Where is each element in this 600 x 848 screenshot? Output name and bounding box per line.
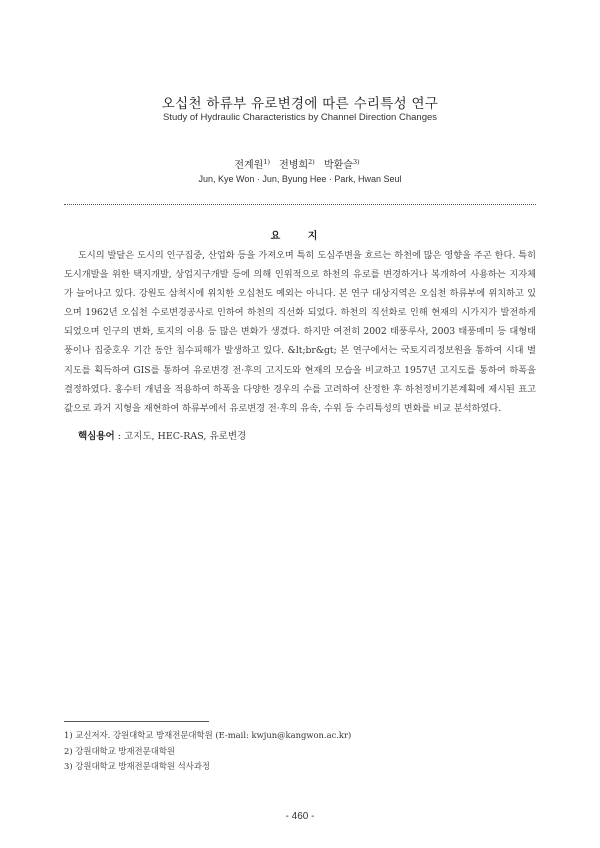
author-name: 전계원 [234, 160, 264, 171]
abstract-heading: 요 지 [270, 231, 330, 242]
author-affiliation-mark: 3) [353, 157, 360, 166]
footnote: 1) 교신저자. 강원대학교 방재전문대학원 (E-mail: kwjun@kangwon.ac.kr) [64, 730, 352, 740]
author-affiliation-mark: 1) [263, 157, 270, 166]
section-divider [64, 204, 536, 205]
footnote-list [64, 728, 536, 775]
author-name: 박환슬 [324, 160, 353, 171]
paper-title-korean: 오십천 하류부 유로변경에 따른 수리특성 연구 [161, 96, 439, 112]
keywords-separator: : [114, 431, 124, 442]
author-list-english: Jun, Kye Won · Jun, Byung Hee · Park, Hwan Seul [198, 174, 402, 184]
paper-title-english: Study of Hydraulic Characteristics by Channel Direction Changes [162, 112, 438, 123]
abstract-body: 도시의 발달은 도시의 인구집중, 산업화 등을 가져오며 특히 도심주변을 흐르는 하천에 많은 영향을 주곤 한다. 특히 도시개발을 위한 택지개발, 상업지구개발 등에 의해 인위적으로 하천의 유로를 변경하거나 복개하여 사용하는 지자체가 늘어나고 있다. 강원도 삼척시에 위치한 오십천도 예외는 아니다. 본 연구 대상지역은 오십천 하류부에 위치하고 있으며 1962년 오십천 수로변경공사로 인하여 하천의 직선화 되었다. 하천의 직선화로 인해 현재의 시가지가 발전하게 되었으며 인구의 변화, 토지의 이용 등 많은 변화가 생겼다. 하지만 여전히 2002 태풍루사, 2003 태풍매미 등 대형태풍이나 집중호우 기간 동안 침수피해가 발생하고 있다. &lt;br&gt; 본 연구에서는 국토지리정보원을 통하여 시대 별 지도를 획득하여 GIS를 통하여 유로변경 전·후의 고지도와 현재의 모습을 비교하고 1957년 고지도를 통하여 하폭을 결정하였다. 홍수터 개념을 적용하여 하폭을 다양한 경우의 수를 고려하여 산정한 후 하천정비기본계획에 제시된 표고 값으로 과거 지형을 재현하여 하류부에서 유로변경 전·후의 유속, 수위 등 수리특성의 변화를 비교 분석하였다. [64, 250, 536, 414]
keywords-label: 핵심용어 [78, 431, 115, 442]
footnote: 3) 강원대학교 방재전문대학원 석사과정 [64, 761, 211, 771]
footnote: 2) 강원대학교 방재전문대학원 [64, 745, 176, 756]
footnote-divider [64, 721, 209, 722]
page-number: - 460 - [285, 811, 315, 822]
keywords-line [78, 428, 528, 442]
keywords-terms: 고지도, HEC-RAS, 유로변경 [123, 431, 247, 442]
author-list-korean [0, 156, 600, 171]
author-affiliation-mark: 2) [308, 157, 315, 166]
author-name: 전병희 [279, 160, 309, 171]
